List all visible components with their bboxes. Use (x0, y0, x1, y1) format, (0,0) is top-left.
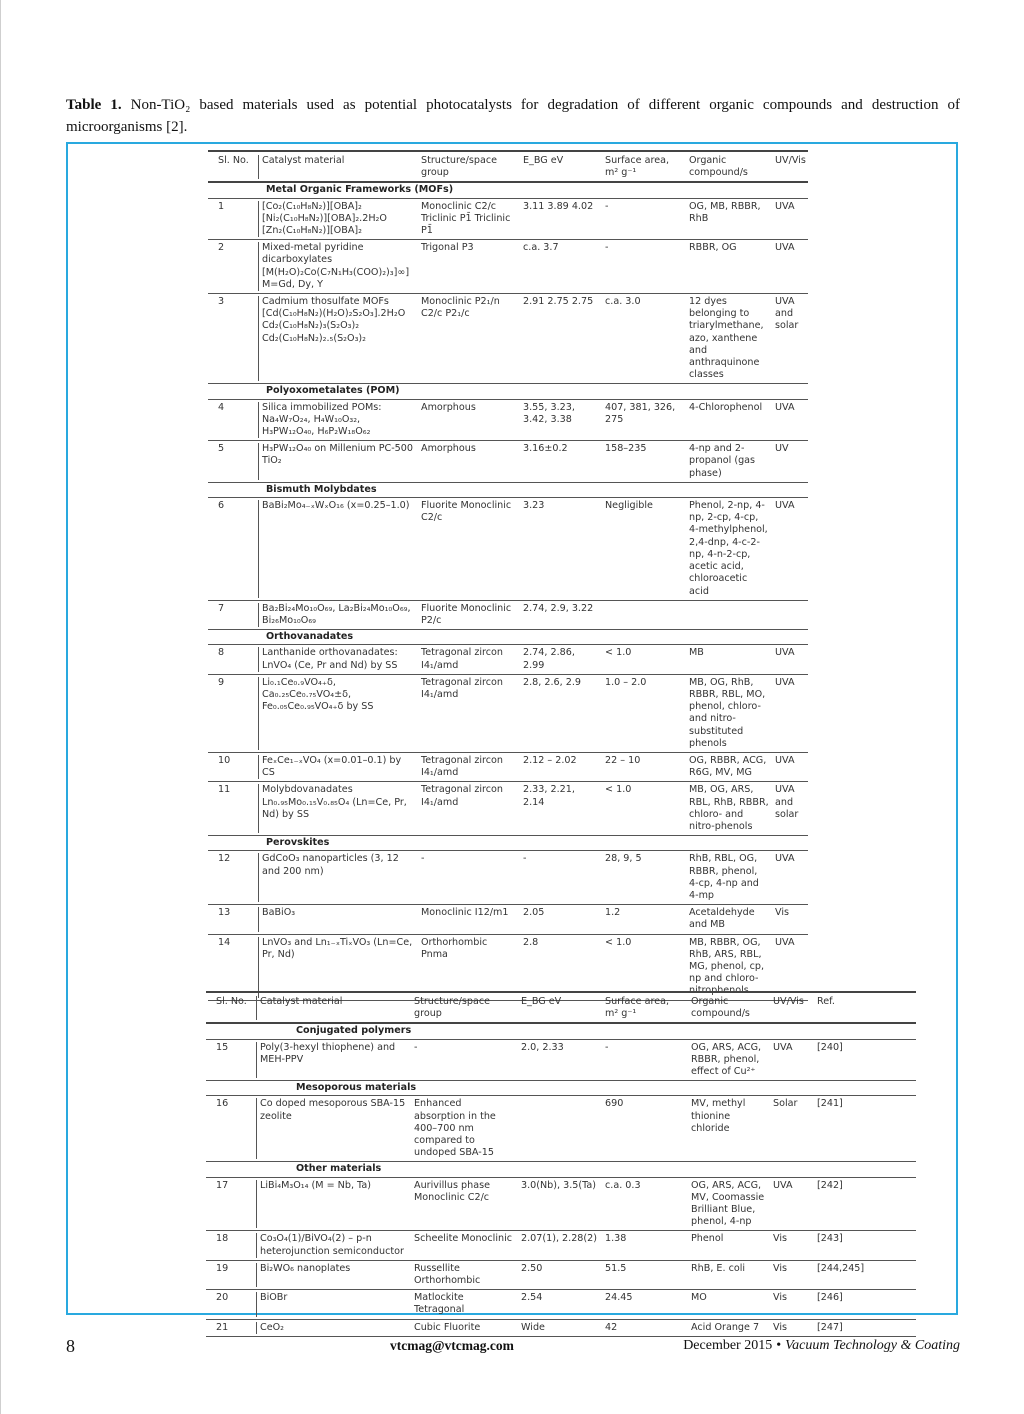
table-row (206, 1096, 916, 1162)
table-cell: 2 (218, 242, 225, 254)
table-cell: 2.74, 2.86, 2.99 (523, 647, 575, 671)
table-row (208, 601, 808, 630)
section-heading-text: Mesoporous materials (296, 1082, 417, 1094)
table-row (206, 1178, 916, 1232)
table-caption (66, 94, 960, 138)
table-cell: 3 (218, 296, 225, 308)
table-cell: Vis (775, 907, 790, 919)
table-cell: 7 (218, 602, 225, 614)
table-cell: Amorphous (421, 401, 476, 413)
table-cell: Lanthanide orthovanadates: LnVO₄ (Ce, Pr and Nd) by SS (258, 647, 418, 671)
table-cell: UVA (775, 676, 795, 688)
table-cell: UVA (775, 500, 795, 512)
table-cell: GdCoO₃ nanoparticles (3, 12 and 200 nm) (258, 853, 418, 902)
table-cell: Cubic Fluorite (414, 1321, 481, 1333)
table-cell: OG, ARS, ACG, MV, Coomassie Brilliant Blue, phenol, 4-np (691, 1179, 765, 1228)
table-cell: CeO₂ (256, 1322, 411, 1334)
section-heading (206, 1024, 916, 1039)
table-cell: 20 (216, 1292, 229, 1304)
table-cell: [244,245] (817, 1262, 865, 1274)
table-cell: Solar (773, 1098, 798, 1110)
table-cell: Molybdovanadates Ln₀.₉₅Mo₀.₁₅V₀.₈₅O₄ (Ln=Ce, Pr, Nd) by SS (258, 784, 418, 833)
table-cell: OG, RBBR, ACG, R6G, MV, MG (689, 754, 767, 779)
table-cell: 4-np and 2-propanol (gas phase) (689, 443, 756, 479)
table-cell: 18 (216, 1233, 229, 1245)
page-edge (0, 0, 1, 1414)
table-cell: Phenol (691, 1233, 724, 1245)
table-cell: UVA (775, 754, 795, 766)
column-header: Surface area, m² g⁻¹ (605, 155, 670, 179)
table-part-2 (206, 991, 916, 1337)
table-cell: - (605, 200, 609, 212)
table-cell: MB (689, 647, 704, 659)
table-cell: 3.23 (523, 500, 545, 512)
column-header: Ref. (817, 996, 835, 1007)
table-cell: 2.33, 2.21, 2.14 (523, 784, 575, 808)
table-cell: Co doped mesoporous SBA-15 zeolite (256, 1098, 411, 1159)
table-row (208, 199, 808, 241)
table-cell: 5 (218, 443, 225, 455)
section-heading (206, 1081, 916, 1096)
table-cell: c.a. 3.0 (605, 296, 641, 308)
table-cell: 15 (216, 1041, 229, 1053)
table-cell: MO (691, 1292, 707, 1304)
table-row (208, 675, 808, 753)
table-cell: BaBiO₃ (258, 907, 418, 931)
table-cell: UVA (775, 242, 795, 254)
table-cell: UVA (775, 936, 795, 948)
table-cell: Aurivillus phase Monoclinic C2/c (414, 1179, 491, 1203)
table-cell: [242] (817, 1179, 843, 1191)
table-cell: < 1.0 (605, 647, 632, 659)
table-cell (772, 603, 808, 627)
caption-text: Non-TiO₂ based materials used as potential photocatalysts for degradation of different organic compounds and destruction of microorganisms [2]. (66, 97, 960, 135)
table-cell: 3.11 3.89 4.02 (523, 200, 594, 212)
table-cell: OG, MB, RBBR, RhB (689, 200, 761, 224)
table-cell: 6 (218, 500, 225, 512)
column-header: Structure/space group (421, 155, 498, 179)
table-cell: 158–235 (605, 443, 647, 455)
table-cell: 12 dyes belonging to triarylmethane, azo, xanthene and anthraquinone classes (689, 296, 764, 381)
table-cell: 24.45 (605, 1292, 633, 1304)
section-heading (206, 1162, 916, 1177)
table-row (206, 1231, 916, 1260)
page-footer (66, 1336, 960, 1360)
table-row (208, 441, 808, 483)
table-cell: 2.54 (521, 1292, 543, 1304)
table-cell: Vis (773, 1321, 788, 1333)
table-cell: 2.74, 2.9, 3.22 (523, 602, 594, 614)
section-heading (208, 183, 808, 198)
table-header-row (208, 150, 808, 183)
column-header: UV/Vis (773, 996, 804, 1007)
table-cell (686, 603, 772, 627)
table-cell: Amorphous (421, 443, 476, 455)
table-cell: Monoclinic C2/c Triclinic P1̄ Triclinic P1̄ (421, 200, 511, 237)
table-cell: Poly(3-hexyl thiophene) and MEH-PPV (256, 1042, 411, 1079)
footer-issue (683, 1338, 960, 1354)
table-cell: 12 (218, 853, 231, 865)
table-cell: Vis (773, 1292, 788, 1304)
table-label: Table 1. (66, 97, 122, 113)
table-cell: Phenol, 2-np, 4-np, 2-cp, 4-cp, 4-methylphenol, 2,4-dnp, 4-c-2-np, 4-n-2-cp, acetic acid, chloroacetic acid (689, 500, 768, 597)
table-cell: Orthorhombic Pnma (421, 936, 488, 960)
table-row (208, 294, 808, 384)
table-cell: 42 (605, 1321, 618, 1333)
table-cell: UVA (775, 401, 795, 413)
table-cell: 8 (218, 647, 225, 659)
page-number: 8 (66, 1336, 75, 1356)
table-header-row (206, 991, 916, 1024)
table-cell: Fluorite Monoclinic C2/c (421, 500, 512, 524)
footer-email-link[interactable]: vtcmag@vtcmag.com (390, 1338, 514, 1353)
table-cell: UV (775, 443, 789, 455)
section-heading (208, 384, 808, 399)
table-part-1 (208, 150, 808, 1001)
table-cell: [247] (817, 1321, 843, 1333)
table-cell: Li₀.₁Ce₀.₉VO₄₊δ, Ca₀.₂₅Ce₀.₇₅VO₄±δ, Fe₀.₀₅Ce₀.₉₅VO₄₊δ by SS (258, 677, 418, 750)
table-cell: BiOBr (256, 1292, 411, 1316)
table-cell: Ba₂Bi₂₄Mo₁₀O₆₉, La₂Bi₂₄Mo₁₀O₆₉, Bi₂₆Mo₁₀O₆₉ (258, 603, 418, 627)
column-header: Organic compound/s (691, 996, 750, 1020)
table-cell: Tetragonal zircon I4₁/amd (421, 647, 504, 671)
table-row (208, 240, 808, 294)
table-cell: [240] (817, 1041, 843, 1053)
table-cell: Silica immobilized POMs: Na₄W₇O₂₄, H₄W₁₀O₃₂, H₃PW₁₂O₄₀, H₆P₂W₁₈O₆₂ (258, 402, 418, 439)
table-cell (602, 603, 686, 627)
table-cell: 4 (218, 401, 225, 413)
table-cell: Tetragonal zircon I4₁/amd (421, 784, 504, 808)
table-row (208, 753, 808, 782)
table-cell: RhB, RBL, OG, RBBR, phenol, 4-cp, 4-np and 4-mp (689, 853, 759, 901)
table-row (208, 645, 808, 674)
table-cell: 9 (218, 676, 225, 688)
table-cell: 11 (218, 784, 231, 796)
table-cell: [246] (817, 1292, 843, 1304)
table-cell: < 1.0 (605, 936, 632, 948)
section-heading (208, 836, 808, 851)
table-cell: 2.12 – 2.02 (523, 754, 577, 766)
column-header: Sl. No. (216, 996, 247, 1007)
table-cell: UVA and solar (775, 784, 799, 820)
table-cell: 19 (216, 1262, 229, 1274)
table-cell: Acetaldehyde and MB (689, 907, 755, 931)
table-cell: 2.05 (523, 907, 545, 919)
table-cell: Wide (521, 1321, 545, 1333)
column-header: Sl. No. (218, 155, 249, 166)
table-cell: - (523, 853, 527, 865)
table-cell: Tetragonal zircon I4₁/amd (421, 754, 504, 779)
table-cell: c.a. 3.7 (523, 242, 559, 254)
table-cell: 1.2 (605, 907, 621, 919)
table-cell: 28, 9, 5 (605, 853, 642, 865)
section-heading-text: Perovskites (266, 837, 330, 849)
table-cell: 2.91 2.75 2.75 (523, 296, 594, 308)
column-header: Catalyst material (256, 996, 411, 1020)
table-row (208, 782, 808, 836)
table-cell: Vis (773, 1262, 788, 1274)
table-cell: MV, methyl thionine chloride (691, 1098, 746, 1134)
table-cell: 21 (216, 1321, 229, 1333)
section-heading (208, 630, 808, 645)
table-cell: - (605, 1041, 609, 1053)
table-cell: [243] (817, 1233, 843, 1245)
table-cell: MB, RBBR, OG, RhB, ARS, RBL, MG, phenol, cp, np and chloro-nitrophenols (689, 936, 765, 997)
table-cell: [Co₂(C₁₀H₈N₂)][OBA]₂ [Ni₂(C₁₀H₈N₂)][OBA]₂.2H₂O [Zn₂(C₁₀H₈N₂)][OBA]₂ (258, 201, 418, 238)
table-cell: 2.50 (521, 1262, 543, 1274)
table-cell: Acid Orange 7 (691, 1321, 760, 1333)
table-cell: - (414, 1041, 418, 1053)
column-header: E_BG eV (521, 996, 562, 1007)
table-cell: Bi₂WO₆ nanoplates (256, 1263, 411, 1287)
table-cell: BaBi₂Mo₄₋ₓWₓO₁₆ (x=0.25–1.0) (258, 500, 418, 598)
column-header: Structure/space group (414, 996, 491, 1020)
table-cell: LiBi₄M₃O₁₄ (M = Nb, Ta) (256, 1180, 411, 1229)
table-cell: Negligible (605, 500, 653, 512)
table-cell: 2.8, 2.6, 2.9 (523, 676, 581, 688)
column-header: E_BG eV (523, 155, 564, 166)
table-row (208, 400, 808, 442)
section-heading (208, 483, 808, 498)
table-cell: 690 (605, 1098, 624, 1110)
table-cell: MB, OG, ARS, RBL, RhB, RBBR, chloro- and nitro-phenols (689, 784, 769, 832)
table-cell: MB, OG, RhB, RBBR, RBL, MO, phenol, chloro- and nitro-substituted phenols (689, 676, 766, 749)
table-cell: H₃PW₁₂O₄₀ on Millenium PC-500 TiO₂ (258, 443, 418, 480)
table-cell: 2.8 (523, 936, 539, 948)
footer-bullet: • (776, 1338, 782, 1353)
table-cell: 2.0, 2.33 (521, 1041, 564, 1053)
section-heading-text: Other materials (296, 1163, 382, 1175)
table-cell: Monoclinic I12/m1 (421, 907, 509, 919)
table-cell: 407, 381, 326, 275 (605, 401, 676, 425)
table-cell: Co₃O₄(1)/BiVO₄(2) – p-n heterojunction semiconductor (256, 1233, 411, 1257)
table-cell: 3.55, 3.23, 3.42, 3.38 (523, 401, 575, 425)
column-header: UV/Vis (775, 155, 806, 166)
table-cell: OG, ARS, ACG, RBBR, phenol, effect of Cu²⁺ (691, 1041, 762, 1078)
table-cell: RBBR, OG (689, 242, 737, 254)
table-cell: UVA (773, 1041, 793, 1053)
table-cell: 3.16±0.2 (523, 443, 568, 455)
section-heading-text: Bismuth Molybdates (266, 483, 377, 495)
column-header: Surface area, m² g⁻¹ (605, 996, 670, 1020)
table-cell: 10 (218, 754, 231, 766)
table-cell: UVA (775, 200, 795, 212)
table-cell: UVA (775, 647, 795, 659)
table-cell: Monoclinic P2₁/n C2/c P2₁/c (421, 296, 500, 320)
table-row (206, 1261, 916, 1290)
table-row (206, 1290, 916, 1319)
table-cell: Tetragonal zircon I4₁/amd (421, 676, 504, 700)
table-cell: - (605, 242, 609, 254)
table-cell: 3.0(Nb), 3.5(Ta) (521, 1179, 597, 1191)
table-cell: 4-Chlorophenol (689, 401, 763, 413)
table-cell: UVA and solar (775, 296, 799, 332)
column-header: Organic compound/s (689, 155, 748, 179)
table-cell: 16 (216, 1098, 229, 1110)
table-cell: 1 (218, 200, 225, 212)
table-cell: Enhanced absorption in the 400–700 nm compared to undoped SBA-15 (414, 1098, 496, 1159)
table-cell: Matlockite Tetragonal (414, 1292, 465, 1316)
table-cell: Russellite Orthorhombic (414, 1262, 481, 1287)
column-header: Catalyst material (258, 155, 418, 179)
table-cell: < 1.0 (605, 784, 632, 796)
table-cell: UVA (773, 1179, 793, 1191)
table-cell: Cadmium thosulfate MOFs [Cd(C₁₀H₈N₂)(H₂O)₂S₂O₃].2H₂O Cd₂(C₁₀H₈N₂)₃(S₂O₃)₂ Cd₂(C₁₀H₈N₂)₂.₅(S₂O₃)₂ (258, 296, 418, 381)
footer-date: December 2015 (683, 1338, 773, 1353)
table-row (208, 851, 808, 905)
table-row (206, 1040, 916, 1082)
table-row (208, 905, 808, 934)
table-cell: Mixed-metal pyridine dicarboxylates [M(H₂O)₂Co(C₇N₁H₃(COO)₂)₃]∞] M=Gd, Dy, Y (258, 242, 418, 291)
table-cell: FeₓCe₁₋ₓVO₄ (x=0.01–0.1) by CS (258, 755, 418, 779)
table-cell: 2.07(1), 2.28(2) (521, 1233, 598, 1245)
table-cell: [241] (817, 1098, 843, 1110)
table-cell: LnVO₃ and Ln₁₋ₓTiₓVO₃ (Ln=Ce, Pr, Nd) (258, 937, 418, 998)
table-cell: Scheelite Monoclinic (414, 1233, 513, 1245)
table-cell: 13 (218, 907, 231, 919)
table-row (208, 498, 808, 601)
table-cell: 1.38 (605, 1233, 627, 1245)
table-cell: 14 (218, 936, 231, 948)
table-cell: c.a. 0.3 (605, 1179, 641, 1191)
table-cell: 17 (216, 1179, 229, 1191)
table-cell: 1.0 – 2.0 (605, 676, 647, 688)
table-cell: RhB, E. coli (691, 1262, 746, 1274)
table-cell: Fluorite Monoclinic P2/c (421, 602, 512, 626)
table-cell: UVA (775, 853, 795, 865)
table-cell: - (421, 853, 425, 865)
footer-journal: Vacuum Technology & Coating (785, 1338, 960, 1353)
section-heading-text: Metal Organic Frameworks (MOFs) (266, 184, 454, 196)
table-cell: Vis (773, 1233, 788, 1245)
section-heading-text: Conjugated polymers (296, 1025, 412, 1037)
section-heading-text: Orthovanadates (266, 631, 354, 643)
table-cell: 51.5 (605, 1262, 627, 1274)
table-cell: Trigonal P3 (421, 242, 474, 254)
table-cell (518, 1098, 602, 1159)
table-cell: 22 – 10 (605, 754, 641, 766)
table-row (206, 1320, 916, 1337)
section-heading-text: Polyoxometalates (POM) (266, 385, 400, 397)
